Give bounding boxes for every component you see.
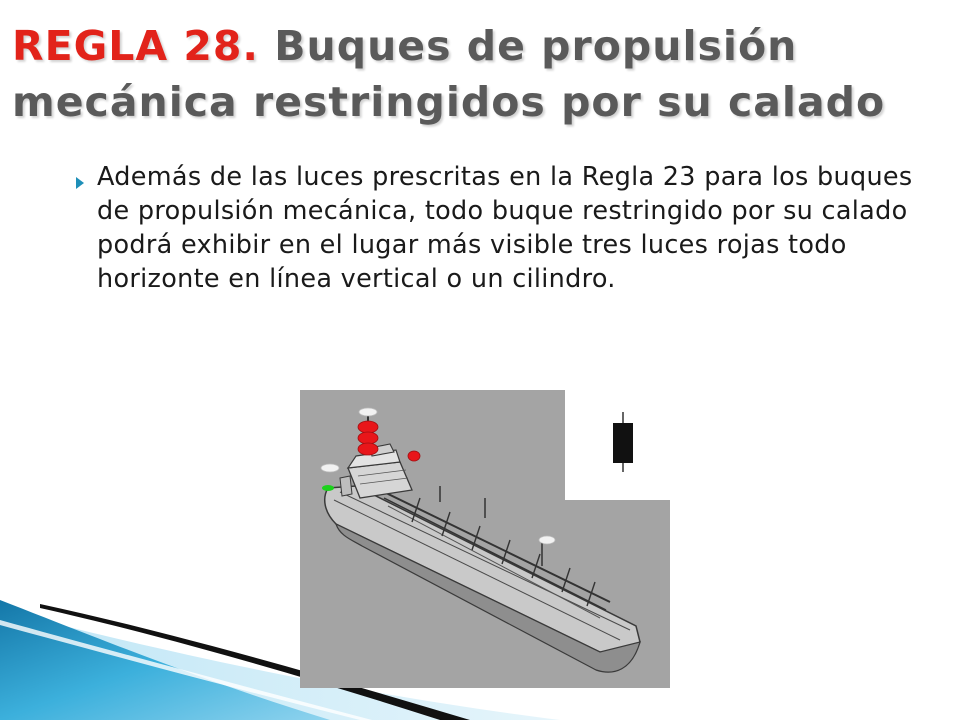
cylinder-shape-icon bbox=[613, 412, 633, 472]
bullet-list bbox=[60, 160, 920, 296]
side-light-green bbox=[322, 485, 334, 491]
side-light-red bbox=[408, 451, 420, 461]
red-light-1 bbox=[358, 421, 378, 433]
bullet-text: Además de las luces prescritas en la Regla 23 para los buques de propulsión mecánica, todo buque restringido por su calado podrá exhibir en el lugar más visible tres luces rojas todo horizonte en línea vertical o un cilindro. bbox=[97, 162, 913, 294]
red-light-2 bbox=[358, 432, 378, 444]
ship-illustration bbox=[300, 390, 670, 688]
red-light-3 bbox=[358, 443, 378, 455]
title-text: Buques de propulsión mecánica restringidos por su calado bbox=[12, 22, 886, 126]
triangle-bullet-icon bbox=[76, 177, 84, 189]
slide-title bbox=[12, 18, 942, 130]
title-rule-number: REGLA 28. bbox=[12, 22, 259, 70]
